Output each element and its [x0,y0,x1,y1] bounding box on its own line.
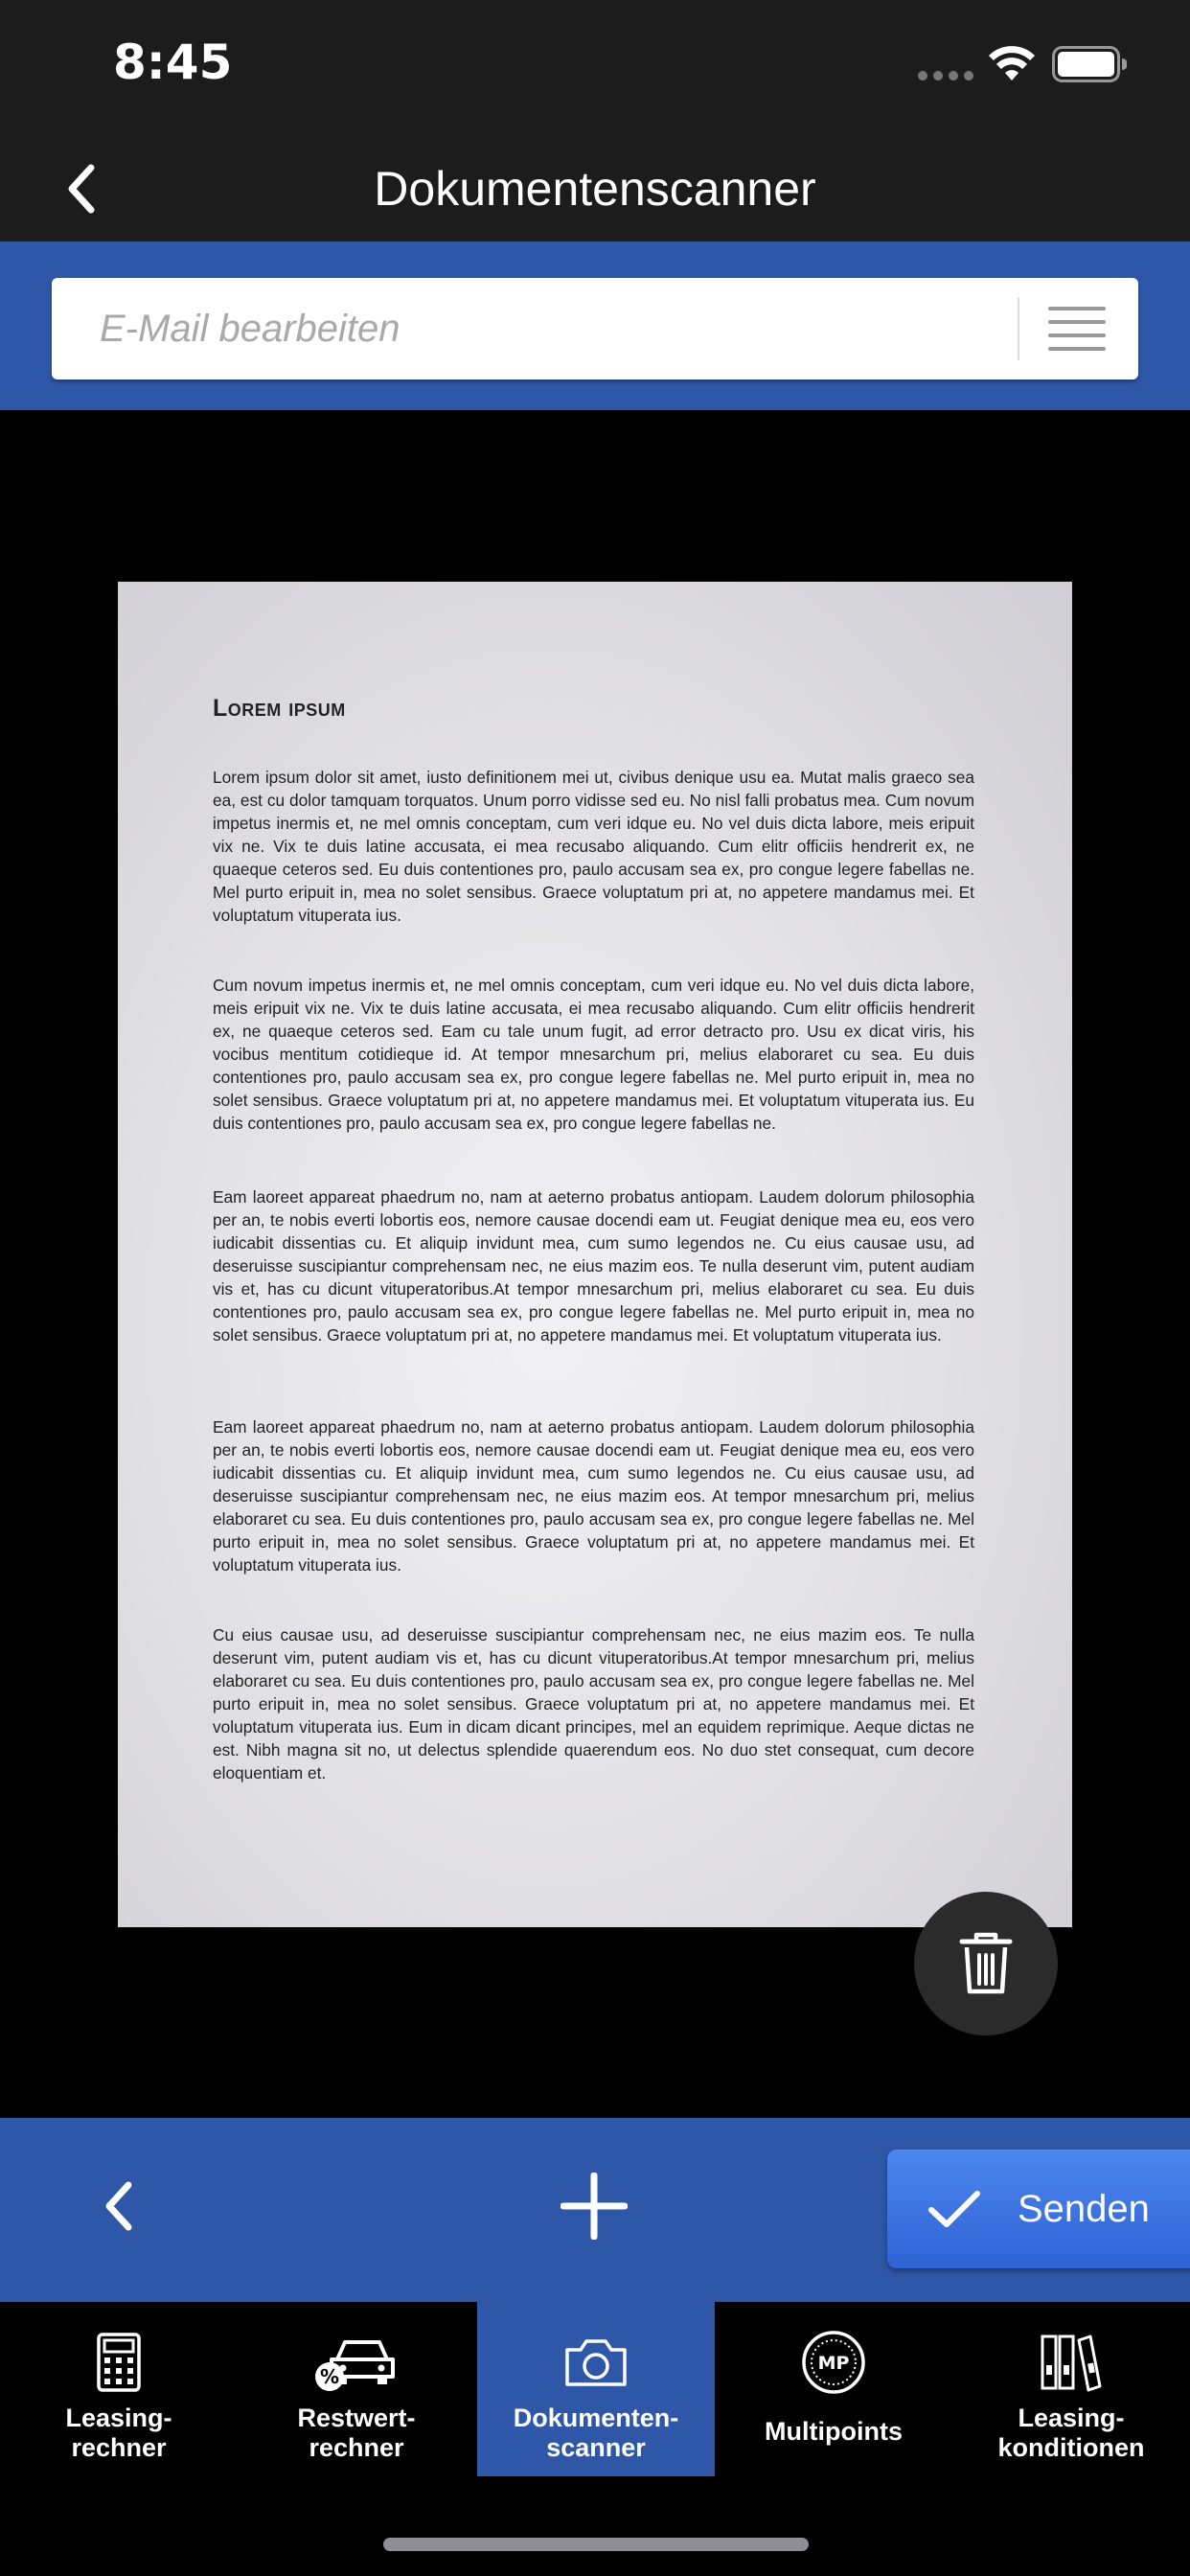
send-button[interactable] [887,2150,1190,2268]
delete-page-button[interactable] [914,1892,1058,2036]
tab-dokumentenscanner[interactable] [477,2296,715,2476]
email-bar [0,242,1190,410]
tab-leasing-konditionen[interactable] [952,2302,1190,2476]
scanned-document-image [118,582,1072,1927]
wifi-icon [987,44,1037,82]
document-paragraph: Eam laoreet appareat phaedrum no, nam at aeterno probatus antiopam. Laudem dolorum philosophia per an, te nobis everti lobortis eos, nemore causae docendi eam ut. Feugiat denique mea eu, eos vero iudicabit dissentias cu. Et aliquip invidunt mea, cum sumo legendos ne. Cu eius causae usu, ad deseruisse suscipiantur comprehensam nec, ne eius mazim eos. Te nulla deserunt vim, putent audiam vis et, has cu dicunt vituperatoribus.At tempor mnesarchum pri, melius elaboraret cu sea. Eu duis contentiones pro, paulo accusam sea ex, pro congue legere fabellas ne. Mel purto eripuit in, mea no solet sensibus. Graece voluptatum pri at, no appetere mandamus mei. Et voluptatum vituperata ius. [213,1187,974,1345]
checkmark-icon [927,2189,981,2229]
add-page-button[interactable] [556,2166,632,2246]
previous-page-button[interactable] [80,2168,157,2244]
document-paragraph: Cum novum impetus inermis et, ne mel omnis conceptam, cum veri idque eu. No vel duis dicta labore, meis eripuit vix ne. Vix te duis latine accusata, ei mea recusabo aliquando. Cum elitr officiis hendrerit ex, ne quaeque ceteros sed. Eam cu tale unum fugit, ad error detracto pro. Usu ex dicat viris, his vocibus mentitum cotidieque id. At tempor mnesarchum pri, melius elaboraret cu sea. Eu duis contentiones pro, paulo accusam sea ex, pro congue legere fabellas ne. Mel purto eripuit in, mea no solet sensibus. Graece voluptatum pri at, no appetere mandamus mei. Et voluptatum vituperata ius. Eu duis contentiones pro, paulo accusam sea ex, pro congue legere fabellas ne. [213,976,974,1133]
tab-label: Multipoints [765,2417,903,2446]
tab-multipoints[interactable] [715,2302,952,2476]
tab-label: Leasing- konditionen [997,2404,1145,2462]
page-title: Dokumentenscanner [374,162,816,216]
tab-restwert-rechner[interactable] [238,2302,475,2476]
car-percent-icon [310,2331,402,2394]
plus-icon [561,2173,628,2240]
chevron-left-icon [100,2179,138,2233]
action-bar [0,2118,1190,2302]
email-input[interactable] [100,278,1019,380]
send-button-label: Senden [1018,2187,1150,2230]
svg-text:%: % [319,2365,340,2388]
svg-text:MP: MP [817,2353,850,2374]
document-preview-area [0,410,1190,2118]
navigation-bar [0,134,1190,242]
hamburger-menu-icon[interactable] [1048,307,1106,351]
tab-label: Leasing- rechner [65,2404,172,2462]
email-field-container [52,278,1138,380]
tab-label: Dokumenten- scanner [513,2404,679,2462]
document-paragraph: Cu eius causae usu, ad deseruisse suscipiantur comprehensam nec, ne eius mazim eos. Te nulla deserunt vim, putent audiam vis et, has cu dicunt vituperatoribus.At tempor mnesarchum pri, melius elaboraret cu sea. Eu duis contentiones pro, paulo accusam sea ex, pro congue legere fabellas ne. Mel purto eripuit in, mea no solet sensibus. Graece voluptatum pri at, no appetere mandamus mei. Et voluptatum vituperata ius. Eum in dicam dicant principes, mel an equidem reprimique. Aeque dictas ne est. Nibh magna sit no, ut delectus splendide quaerendum eos. No duo stet consequat, cum decore eloquentiam et. [213,1625,974,1782]
mp-badge-icon [799,2331,868,2394]
calculator-icon [84,2331,153,2394]
tab-leasing-rechner[interactable] [0,2302,238,2476]
battery-icon [1052,46,1127,82]
camera-icon [561,2331,630,2394]
status-time: 8:45 [113,34,233,90]
document-title: Lorem ipsum [213,695,346,722]
document-paragraph: Lorem ipsum dolor sit amet, iusto definitionem mei ut, civibus denique usu ea. Mutat malis graeco sea ea, est cu dolor tamquam torquatos. Unum porro vidisse sed eu. No nisl falli probatus mea. Cum novum impetus inermis et, ne mel omnis conceptam, cum veri idque eu. No vel duis dicta labore, meis eripuit vix ne. Vix te duis latine accusata, ei mea recusabo aliquando. Cum elitr officiis hendrerit ex, ne quaeque ceteros sed. Eu duis contentiones pro, paulo accusam sea ex, pro congue legere fabellas ne. Mel purto eripuit in, mea no solet sensibus. Graece voluptatum pri at, no appetere mandamus mei. Et voluptatum vituperata ius. [213,768,974,925]
document-paragraph: Eam laoreet appareat phaedrum no, nam at aeterno probatus antiopam. Laudem dolorum philosophia per an, te nobis everti lobortis eos, nemore causae docendi eam ut. Feugiat denique mea eu, eos vero iudicabit dissentias cu. Et aliquip invidunt mea, cum sumo legendos ne. Cu eius causae usu, ad deseruisse suscipiantur comprehensam nec, ne eius mazim eos. At tempor mnesarchum pri, melius elaboraret cu sea. Eu duis contentiones pro, paulo accusam sea ex, pro congue legere fabellas ne. Mel purto eripuit in, mea no solet sensibus. Graece voluptatum pri at, no appetere mandamus mei. Et voluptatum vituperata ius. [213,1417,974,1575]
divider [1018,297,1019,360]
tab-label: Restwert- rechner [297,2404,416,2462]
signal-icon [918,71,977,80]
trash-icon [957,1930,1015,1997]
binders-icon [1037,2331,1106,2394]
tab-bar [0,2302,1190,2576]
home-indicator[interactable] [383,2538,809,2551]
status-bar [0,0,1190,134]
